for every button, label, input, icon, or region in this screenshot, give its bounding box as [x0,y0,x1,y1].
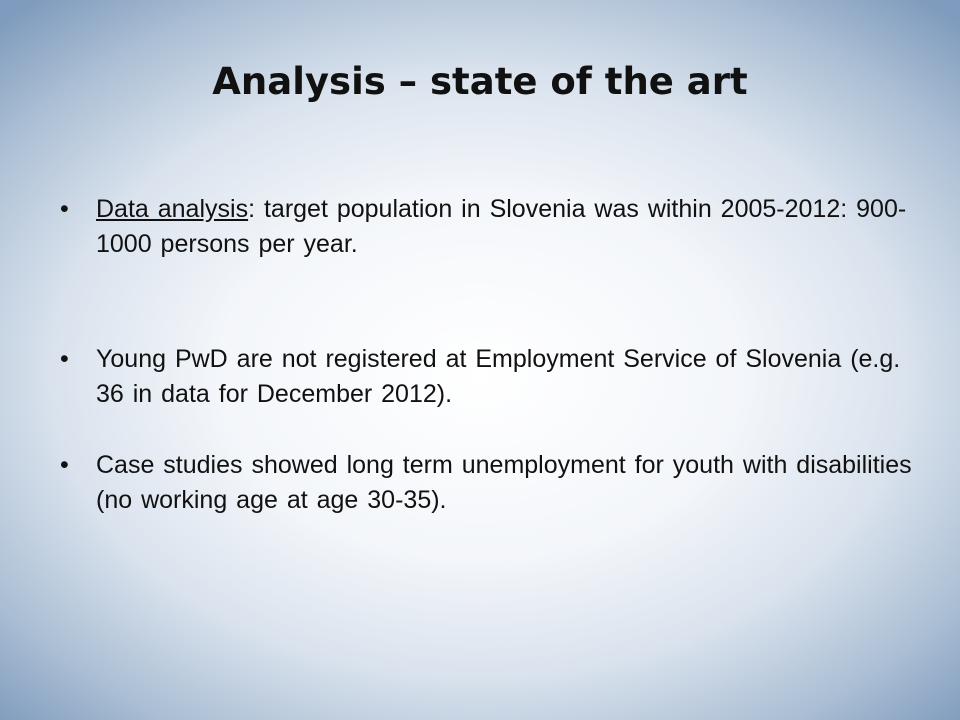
bullet-case-studies [60,448,920,518]
bullet-dot-icon: • [60,345,69,373]
bullet-dot-icon: • [60,451,69,479]
bullet-list [60,192,920,518]
bullet-text: : target population in Slovenia was within 2005-2012: 900-1000 persons per year. [96,195,907,258]
bullet-text: Young PwD are not registered at Employment Service of Slovenia (e.g. 36 in data for December 2012). [96,345,901,408]
bullet-lead-term: Data analysis [96,195,249,223]
bullet-dot-icon: • [60,195,69,223]
bullet-young-pwd [60,342,920,412]
bullet-text: Case studies showed long term unemployment for youth with disabilities (no working age at age 30-35). [96,451,912,514]
slide-title: Analysis – state of the art [212,60,748,103]
bullet-data-analysis [60,192,920,262]
